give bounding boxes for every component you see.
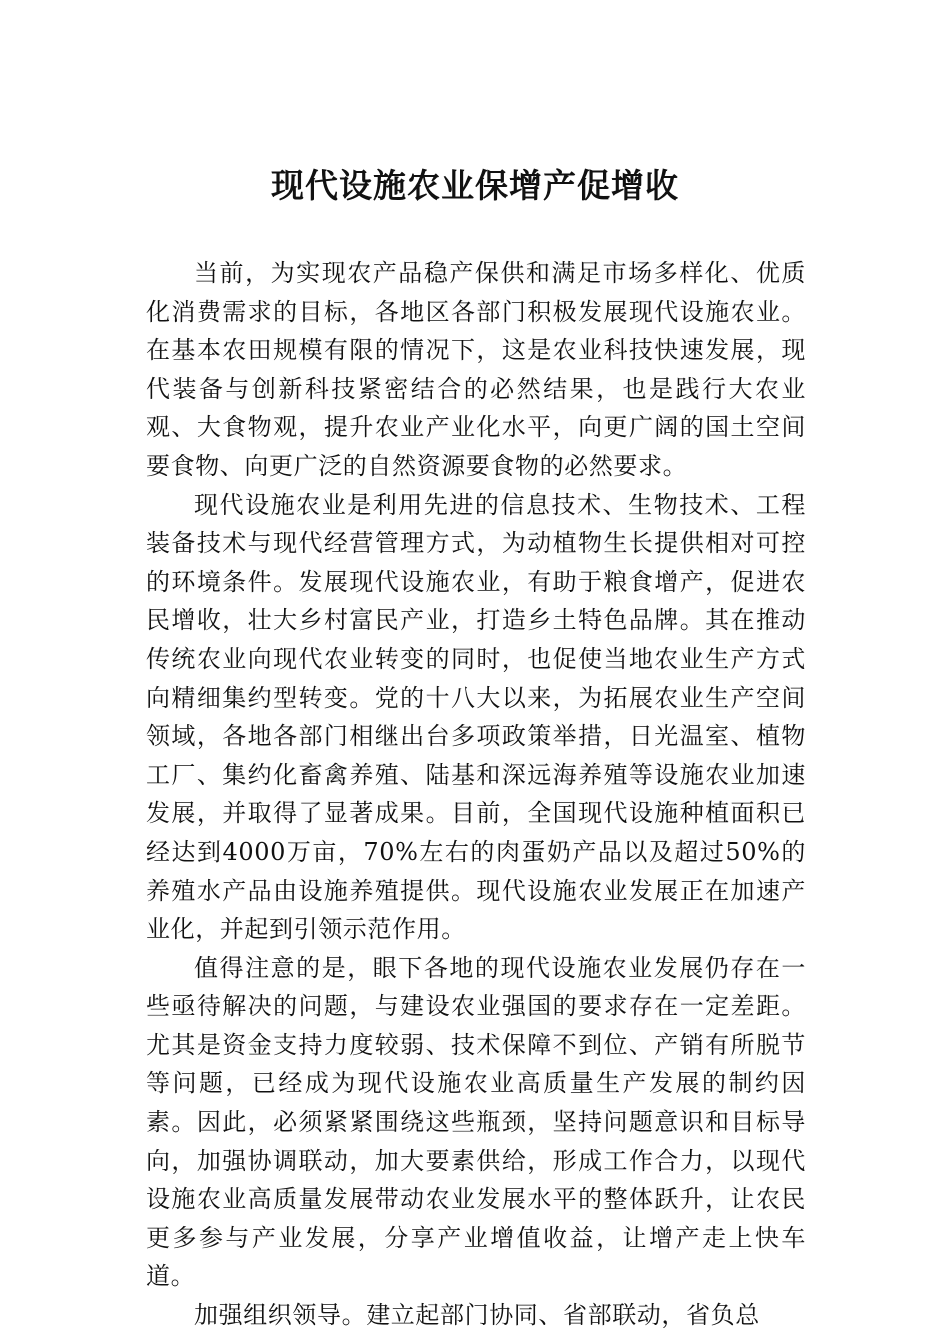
document-title: 现代设施农业保增产促增收 (271, 166, 679, 205)
paragraph-1: 当前，为实现农产品稳产保供和满足市场多样化、优质化消费需求的目标，各地区各部门积极发展现代设施农业。在基本农田规模有限的情况下，这是农业科技快速发展，现代装备与创新科技紧密结合的必然结果，也是践行大农业观、大食物观，提升农业产业化水平，向更广阔的国土空间要食物、向更广泛的自然资源要食物的必然要求。 (146, 259, 806, 480)
document-body (146, 254, 806, 1335)
paragraph-3: 值得注意的是，眼下各地的现代设施农业发展仍存在一些亟待解决的问题，与建设农业强国的要求存在一定差距。尤其是资金支持力度较弱、技术保障不到位、产销有所脱节等问题，已经成为现代设施农业高质量生产发展的制约因素。因此，必须紧紧围绕这些瓶颈，坚持问题意识和目标导向，加强协调联动，加大要素供给，形成工作合力，以现代设施农业高质量发展带动农业发展水平的整体跃升，让农民更多参与产业发展，分享产业增值收益，让增产走上快车道。 (146, 953, 806, 1291)
paragraph-4: 加强组织领导。建立起部门协同、省部联动，省负总 (194, 1301, 760, 1330)
paragraph-2: 现代设施农业是利用先进的信息技术、生物技术、工程装备技术与现代经营管理方式，为动植物生长提供相对可控的环境条件。发展现代设施农业，有助于粮食增产，促进农民增收，壮大乡村富民产业，打造乡土特色品牌。其在推动传统农业向现代农业转变的同时，也促使当地农业生产方式向精细集约型转变。党的十八大以来，为拓展农业生产空间领域，各地各部门相继出台多项政策举措，日光温室、植物工厂、集约化畜禽养殖、陆基和深远海养殖等设施农业加速发展，并取得了显著成果。目前，全国现代设施种植面积已经达到4000万亩，70%左右的肉蛋奶产品以及超过50%的养殖水产品由设施养殖提供。现代设施农业发展正在加速产业化，并起到引领示范作用。 (146, 490, 806, 944)
